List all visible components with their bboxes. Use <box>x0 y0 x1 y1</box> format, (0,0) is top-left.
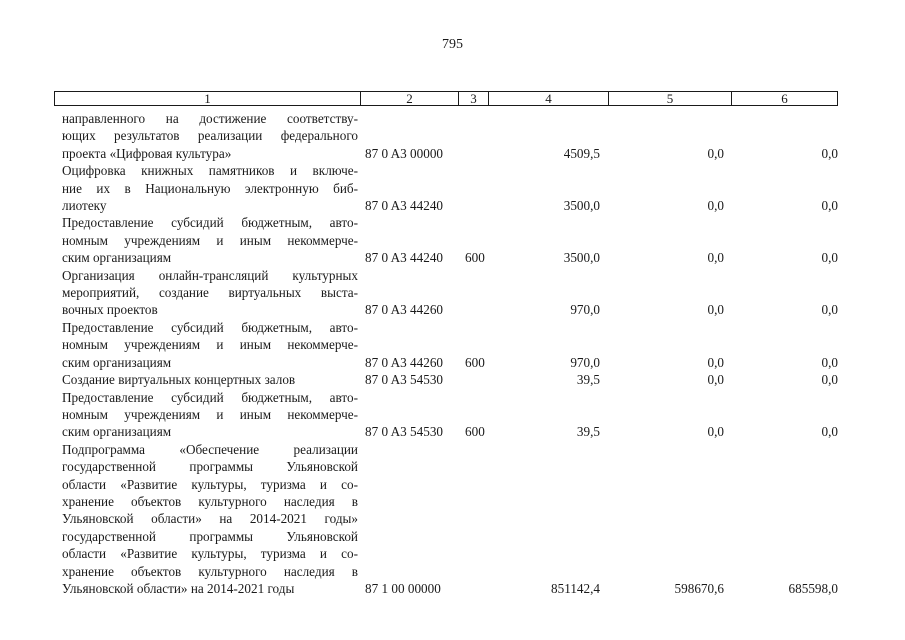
description-line: Ульяновской области» на 2014-2021 годы <box>62 580 295 596</box>
description-line: ским организациям <box>62 424 172 440</box>
description-line: Предоставление субсидий бюджетным, авто- <box>62 319 358 335</box>
page-number: 795 <box>442 37 463 52</box>
description-line: вочных проектов <box>62 302 158 318</box>
row-value-col-4: 4509,5 <box>563 145 600 161</box>
row-code: 87 0 A3 54530 <box>365 372 444 388</box>
row-code: 87 1 00 00000 <box>365 580 441 596</box>
row-value-col-4: 970,0 <box>570 354 600 370</box>
row-value-col-6: 0,0 <box>821 145 838 161</box>
row-value-col-4: 970,0 <box>570 302 600 318</box>
table-row <box>0 110 905 162</box>
table-row <box>0 371 905 388</box>
row-description <box>62 441 358 598</box>
description-line: проекта «Цифровая культура» <box>62 145 232 161</box>
header-col-4: 4 <box>488 92 608 105</box>
description-line: государственной программы Ульяновской <box>62 459 358 475</box>
table-row <box>0 441 905 598</box>
row-value-col-6: 0,0 <box>821 424 838 440</box>
description-line: ющих результатов реализации федерального <box>62 128 358 144</box>
description-line: номным учреждениям и иным некоммерче- <box>62 406 358 422</box>
row-expense-type: 600 <box>465 354 485 370</box>
description-line: Организация онлайн-трансляций культурных <box>62 267 358 283</box>
row-value-col-6: 685598,0 <box>788 580 838 596</box>
table-row <box>0 214 905 266</box>
description-line: лиотеку <box>62 198 107 214</box>
row-value-col-5: 0,0 <box>707 372 724 388</box>
row-value-col-5: 0,0 <box>707 145 724 161</box>
description-line: хранение объектов культурного наследия в <box>62 563 358 579</box>
row-code: 87 0 A3 54530 <box>365 424 444 440</box>
description-line: государственной программы Ульяновской <box>62 528 358 544</box>
row-code: 87 0 A3 44260 <box>365 354 444 370</box>
row-value-col-6: 0,0 <box>821 302 838 318</box>
header-col-5: 5 <box>608 92 731 105</box>
table-row <box>0 267 905 319</box>
row-value-col-6: 0,0 <box>821 354 838 370</box>
header-col-1: 1 <box>204 91 211 106</box>
row-value-col-6: 0,0 <box>821 372 838 388</box>
row-value-col-6: 0,0 <box>821 198 838 214</box>
description-line: ским организациям <box>62 250 172 266</box>
row-code: 87 0 A3 00000 <box>365 145 444 161</box>
description-line: Оцифровка книжных памятников и включе- <box>62 163 358 179</box>
row-description <box>62 162 358 214</box>
row-description <box>62 214 358 266</box>
table-row <box>0 389 905 441</box>
row-value-col-5: 0,0 <box>707 424 724 440</box>
description-line: Подпрограмма «Обеспечение реализации <box>62 441 358 457</box>
description-line: мероприятий, создание виртуальных выста- <box>62 285 358 301</box>
row-value-col-4: 3500,0 <box>563 250 600 266</box>
description-line: номным учреждениям и иным некоммерче- <box>62 232 358 248</box>
description-line: номным учреждениям и иным некоммерче- <box>62 337 358 353</box>
row-value-col-5: 0,0 <box>707 250 724 266</box>
description-line: области «Развитие культуры, туризма и со- <box>62 546 358 562</box>
row-value-col-5: 0,0 <box>707 354 724 370</box>
description-line: Создание виртуальных концертных залов <box>62 372 296 388</box>
row-expense-type: 600 <box>465 424 485 440</box>
row-value-col-4: 39,5 <box>576 372 600 388</box>
description-line: Ульяновской области» на 2014-2021 годы» <box>62 511 358 527</box>
row-description <box>62 267 358 319</box>
row-code: 87 0 A3 44260 <box>365 302 444 318</box>
row-code: 87 0 A3 44240 <box>365 198 444 214</box>
row-description <box>62 110 358 162</box>
header-col-6: 6 <box>731 92 837 105</box>
row-value-col-6: 0,0 <box>821 250 838 266</box>
table-header-row <box>54 91 838 106</box>
header-col-2: 2 <box>360 92 458 105</box>
row-code: 87 0 A3 44240 <box>365 250 444 266</box>
row-value-col-4: 39,5 <box>576 424 600 440</box>
header-col-3: 3 <box>458 92 488 105</box>
description-line: ние их в Национальную электронную биб- <box>62 180 358 196</box>
row-value-col-4: 851142,4 <box>551 580 600 596</box>
description-line: направленного на достижение соответству- <box>62 111 358 126</box>
row-description <box>62 389 358 441</box>
row-value-col-4: 3500,0 <box>563 198 600 214</box>
row-value-col-5: 598670,6 <box>674 580 724 596</box>
table-body <box>0 110 905 597</box>
row-description <box>62 319 358 371</box>
table-row <box>0 319 905 371</box>
description-line: Предоставление субсидий бюджетным, авто- <box>62 215 358 231</box>
description-line: Предоставление субсидий бюджетным, авто- <box>62 389 358 405</box>
row-description <box>62 371 358 388</box>
row-value-col-5: 0,0 <box>707 302 724 318</box>
row-value-col-5: 0,0 <box>707 198 724 214</box>
description-line: ским организациям <box>62 354 172 370</box>
row-expense-type: 600 <box>465 250 485 266</box>
table-row <box>0 162 905 214</box>
description-line: области «Развитие культуры, туризма и со- <box>62 476 358 492</box>
description-line: хранение объектов культурного наследия в <box>62 493 358 509</box>
